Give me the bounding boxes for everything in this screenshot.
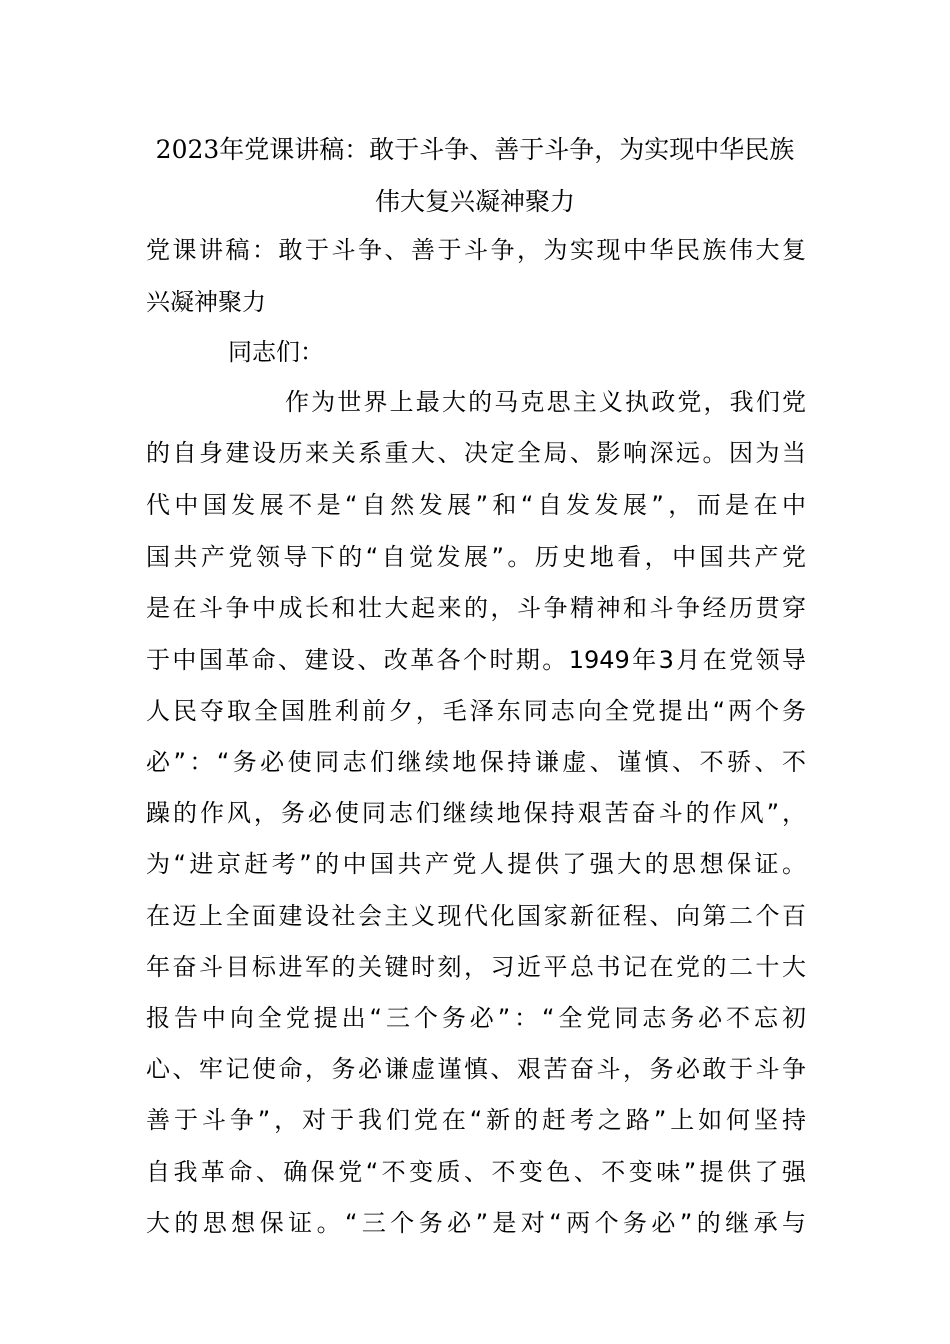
body-line: 是在斗争中成长和壮大起来的，斗争精神和斗争经历贯穿 bbox=[146, 594, 806, 622]
body-line: 为“进京赶考”的中国共产党人提供了强大的思想保证。 bbox=[146, 850, 806, 878]
body-line: 作为世界上最大的马克思主义执政党，我们党 bbox=[285, 388, 806, 416]
body-line: 年奋斗目标进军的关键时刻，习近平总书记在党的二十大 bbox=[146, 953, 806, 981]
body-line: 必”：“务必使同志们继续地保持谦虚、谨慎、不骄、不 bbox=[146, 748, 806, 776]
body-line: 在迈上全面建设社会主义现代化国家新征程、向第二个百 bbox=[146, 902, 806, 930]
body-line: 代中国发展不是“自然发展”和“自发发展”，而是在中 bbox=[146, 491, 806, 519]
body-line: 大的思想保证。“三个务必”是对“两个务必”的继承与 bbox=[146, 1209, 806, 1237]
body-line: 于中国革命、建设、改革各个时期。1949年3月在党领导 bbox=[146, 646, 806, 674]
body-line: 报告中向全党提出“三个务必”：“全党同志务必不忘初 bbox=[146, 1004, 806, 1032]
body-line: 善于斗争”，对于我们党在“新的赶考之路”上如何坚持 bbox=[146, 1106, 806, 1134]
body-line: 的自身建设历来关系重大、决定全局、影响深远。因为当 bbox=[146, 439, 806, 467]
body-line: 国共产党领导下的“自觉发展”。历史地看，中国共产党 bbox=[146, 543, 806, 571]
body-line: 自我革命、确保党“不变质、不变色、不变味”提供了强 bbox=[146, 1158, 806, 1186]
subtitle-line-1: 党课讲稿：敢于斗争、善于斗争，为实现中华民族伟大复 bbox=[146, 236, 806, 264]
salutation: 同志们： bbox=[228, 338, 324, 366]
document-title-line-2: 伟大复兴凝神聚力 bbox=[374, 187, 575, 216]
body-line: 心、牢记使命，务必谦虚谨慎、艰苦奋斗，务必敢于斗争 bbox=[146, 1055, 806, 1083]
body-line: 躁的作风，务必使同志们继续地保持艰苦奋斗的作风”， bbox=[146, 799, 806, 827]
body-line: 人民夺取全国胜利前夕，毛泽东同志向全党提出“两个务 bbox=[146, 697, 806, 725]
subtitle-line-2: 兴凝神聚力 bbox=[146, 288, 266, 316]
document-title-line-1: 2023年党课讲稿：敢于斗争、善于斗争，为实现中华民族 bbox=[155, 135, 795, 164]
